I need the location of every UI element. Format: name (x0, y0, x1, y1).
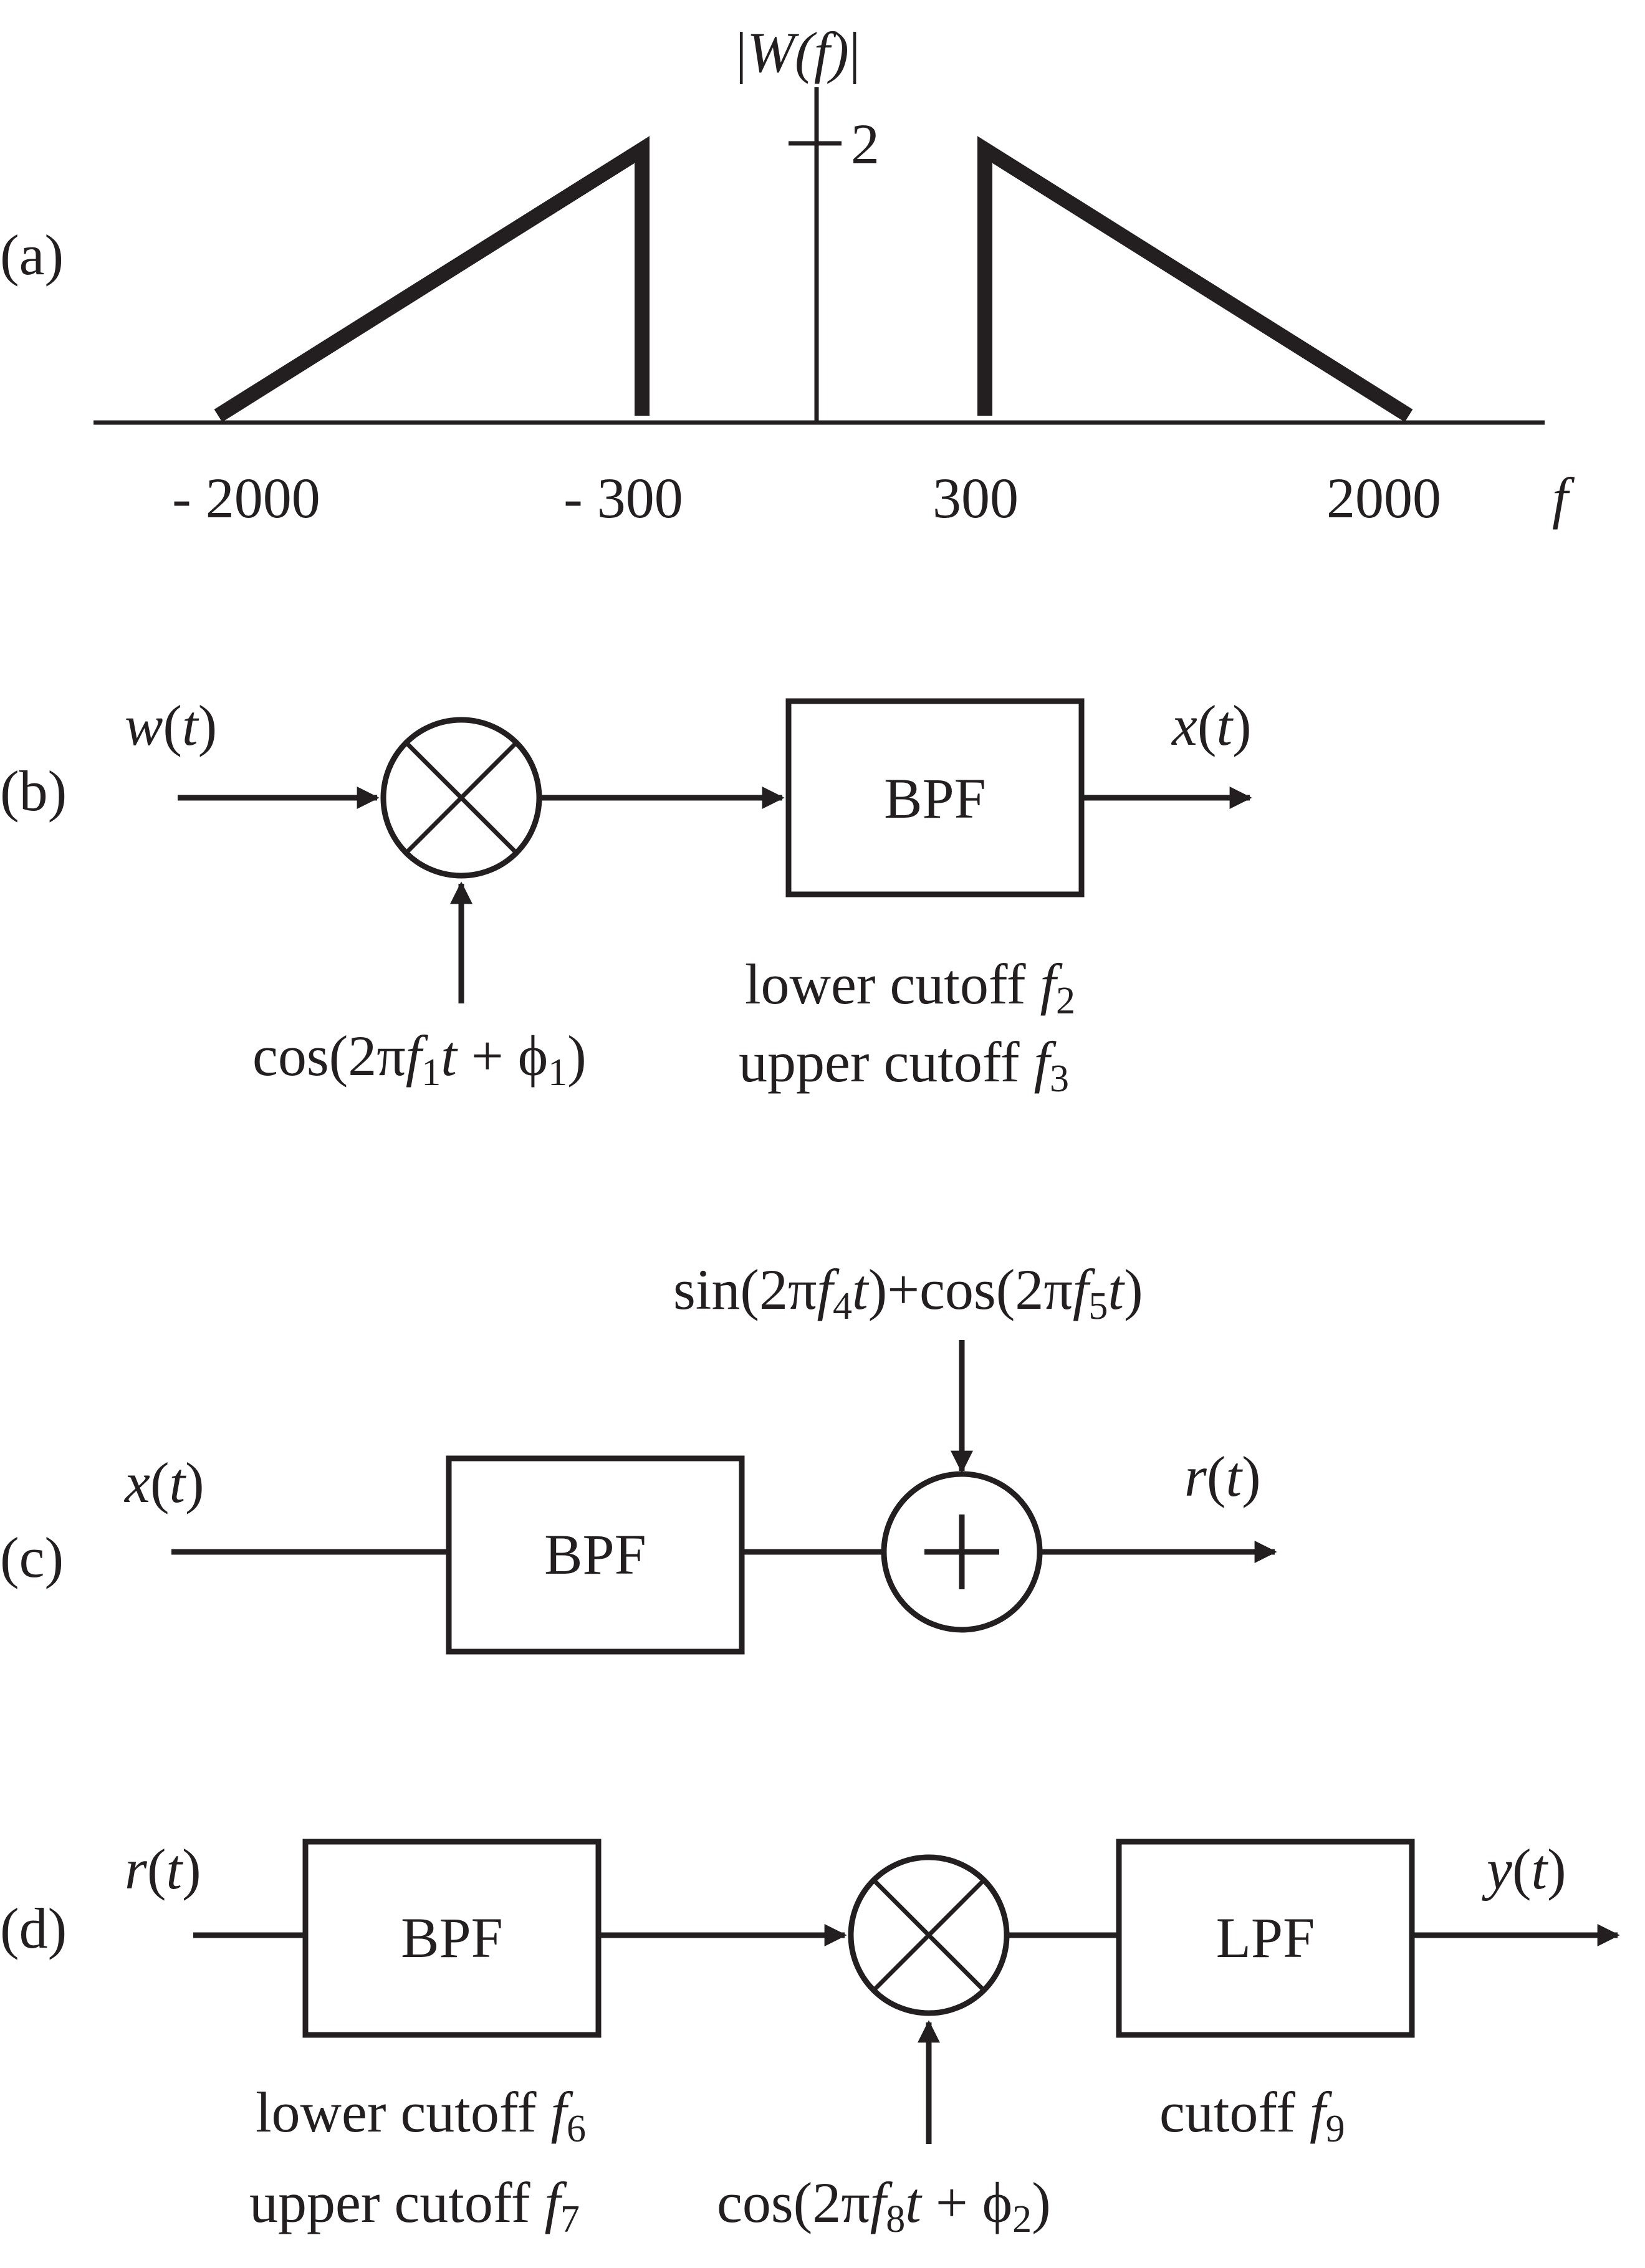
oscillator-label: cos(2πf1t + ϕ1) (252, 1024, 587, 1094)
output-signal-label: x(t) (1172, 694, 1252, 757)
panel-d-receiver (0, 1837, 1618, 2241)
input-signal-label: r(t) (125, 1837, 201, 1901)
input-signal-label: x(t) (125, 1451, 204, 1514)
panel-d-label: (d) (0, 1897, 67, 1960)
bpf-lower-cutoff-label: lower cutoff f6 (256, 2080, 587, 2150)
output-signal-label: r(t) (1184, 1445, 1261, 1508)
panel-a-label: (a) (0, 223, 64, 287)
tick-label-300: 300 (933, 466, 1019, 530)
tick-label-2000: 2000 (1326, 466, 1441, 530)
positive-frequency-band (985, 150, 1409, 416)
lpf-block-label: LPF (1216, 1906, 1315, 1969)
interference-label: sin(2πf4t)+cos(2πf5t) (673, 1258, 1143, 1328)
panel-b-modulator (0, 694, 1252, 1100)
adder-plus-icon (884, 1474, 1040, 1630)
bpf-block-label: BPF (544, 1523, 646, 1586)
frequency-axis-label: f (1552, 466, 1568, 530)
bpf-lower-cutoff-label: lower cutoff f2 (745, 952, 1076, 1022)
bpf-upper-cutoff-label: upper cutoff f3 (739, 1030, 1070, 1100)
mixer-multiply-icon (383, 720, 539, 876)
peak-tick-label: 2 (851, 112, 880, 176)
input-signal-label: w(t) (125, 694, 218, 757)
oscillator-label: cos(2πf8t + ϕ2) (717, 2171, 1051, 2241)
bpf-block-label: BPF (401, 1906, 503, 1969)
tick-label-neg-2000: - 2000 (172, 466, 320, 530)
tick-label-neg-300: - 300 (564, 466, 683, 530)
panel-c-channel (0, 1258, 1275, 1652)
mixer-multiply-icon (851, 1857, 1007, 2013)
bpf-block-label: BPF (884, 767, 986, 830)
panel-b-label: (b) (0, 759, 67, 823)
panel-a-spectrum (0, 21, 1575, 530)
panel-c-label: (c) (0, 1526, 64, 1589)
output-signal-label: y(t) (1487, 1837, 1566, 1901)
spectrum-magnitude-label: |W(f)| (736, 21, 861, 84)
bpf-upper-cutoff-label: upper cutoff f7 (249, 2171, 580, 2241)
lpf-cutoff-label: cutoff f9 (1159, 2080, 1345, 2150)
negative-frequency-band (218, 150, 642, 416)
